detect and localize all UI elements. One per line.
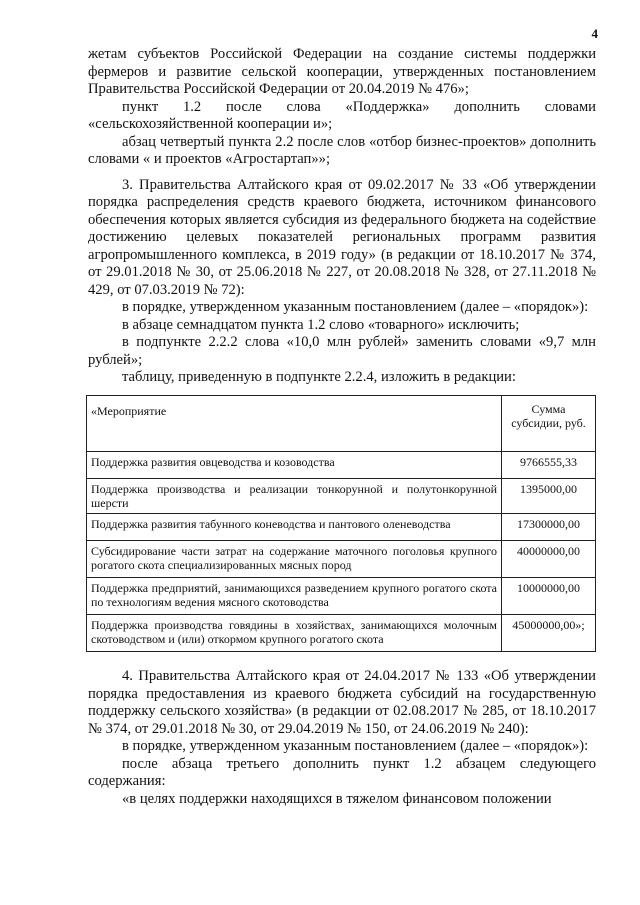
paragraph: в порядке, утвержденном указанным постановлением (далее – «порядок»):: [122, 738, 589, 754]
table-row: [87, 615, 596, 652]
table-cell-activity: Поддержка развития овцеводства и козоводства: [87, 452, 502, 479]
table-cell-amount: 40000000,00: [502, 541, 596, 578]
paragraph: в порядке, утвержденном указанным постановлением (далее – «порядок»):: [122, 299, 589, 315]
table-header-row: [87, 396, 596, 452]
table-cell-activity: Субсидирование части затрат на содержание маточного поголовья крупного рогатого скота специализированных мясных пород: [87, 541, 502, 578]
table-cell-activity: Поддержка развития табунного коневодства и пантового оленеводства: [87, 514, 502, 541]
table-row: [87, 452, 596, 479]
bottom-text-block: [88, 668, 596, 808]
table-cell-amount: 45000000,00»;: [502, 615, 596, 652]
subsidy-table: [86, 395, 596, 652]
page-number: 4: [591, 26, 598, 41]
table-cell-activity: Поддержка производства и реализации тонкорунной и полутонкорунной шерсти: [87, 479, 502, 514]
table-header-amount: Сумма субсидии, руб.: [502, 396, 596, 452]
paragraph: абзац четвертый пункта 2.2 после слов «отбор бизнес-проектов» дополнить словами « и проектов «Агростартап»»;: [88, 133, 596, 167]
paragraph: «в целях поддержки находящихся в тяжелом финансовом положении: [122, 790, 552, 807]
paragraph: жетам субъектов Российской Федерации на создание системы поддержки фермеров и развитие сельской кооперации, утвержденных постановлением Правительства Российской Федерации от 20.04.2019 № 476»;: [88, 46, 596, 97]
table-cell-amount: 17300000,00: [502, 514, 596, 541]
paragraph: в подпункте 2.2.2 слова «10,0 млн рублей» заменить словами «9,7 млн рублей»;: [88, 334, 596, 368]
table-header-activity: «Мероприятие: [87, 396, 502, 452]
table-cell-amount: 10000000,00: [502, 578, 596, 615]
paragraph: 3. Правительства Алтайского края от 09.02.2017 № 33 «Об утверждении порядка распределения средств краевого бюджета, источником финансового обеспечения которых является субсидия из федерального бюджета на содействие достижению целевых показателей региональных программ развития агропромышленного комплекса, в 2019 году» (в редакции от 18.10.2017 № 374, от 29.01.2018 № 30, от 25.06.2018 № 227, от 20.08.2018 № 328, от 27.11.2018 № 429, от 07.03.2019 № 72):: [88, 176, 596, 298]
paragraph: пункт 1.2 после слова «Поддержка» дополнить словами «сельскохозяйственной кооперации и»;: [88, 98, 596, 132]
paragraph: после абзаца третьего дополнить пункт 1.2 абзацем следующего содержания:: [88, 755, 596, 789]
paragraph: таблицу, приведенную в подпункте 2.2.4, изложить в редакции:: [122, 369, 516, 385]
top-text-block: [88, 46, 596, 387]
table-cell-amount: 9766555,33: [502, 452, 596, 479]
table-row: [87, 541, 596, 578]
table-row: [87, 578, 596, 615]
table-row: [87, 514, 596, 541]
paragraph: 4. Правительства Алтайского края от 24.04.2017 № 133 «Об утверждении порядка предоставления из краевого бюджета субсидий на государственную поддержку сельского хозяйства» (в редакции от 02.08.2017 № 285, от 18.10.2017 № 374, от 29.01.2018 № 30, от 29.04.2019 № 150, от 24.06.2019 № 240):: [88, 668, 596, 737]
table-row: [87, 479, 596, 514]
paragraph: в абзаце семнадцатом пункта 1.2 слово «товарного» исключить;: [122, 316, 520, 333]
table-cell-amount: 1395000,00: [502, 479, 596, 514]
table-cell-activity: Поддержка производства говядины в хозяйствах, занимающихся молочным скотоводством и (или) откормом крупного рогатого скота: [87, 615, 502, 652]
table-cell-activity: Поддержка предприятий, занимающихся разведением крупного рогатого скота по технологиям ведения мясного скотоводства: [87, 578, 502, 615]
